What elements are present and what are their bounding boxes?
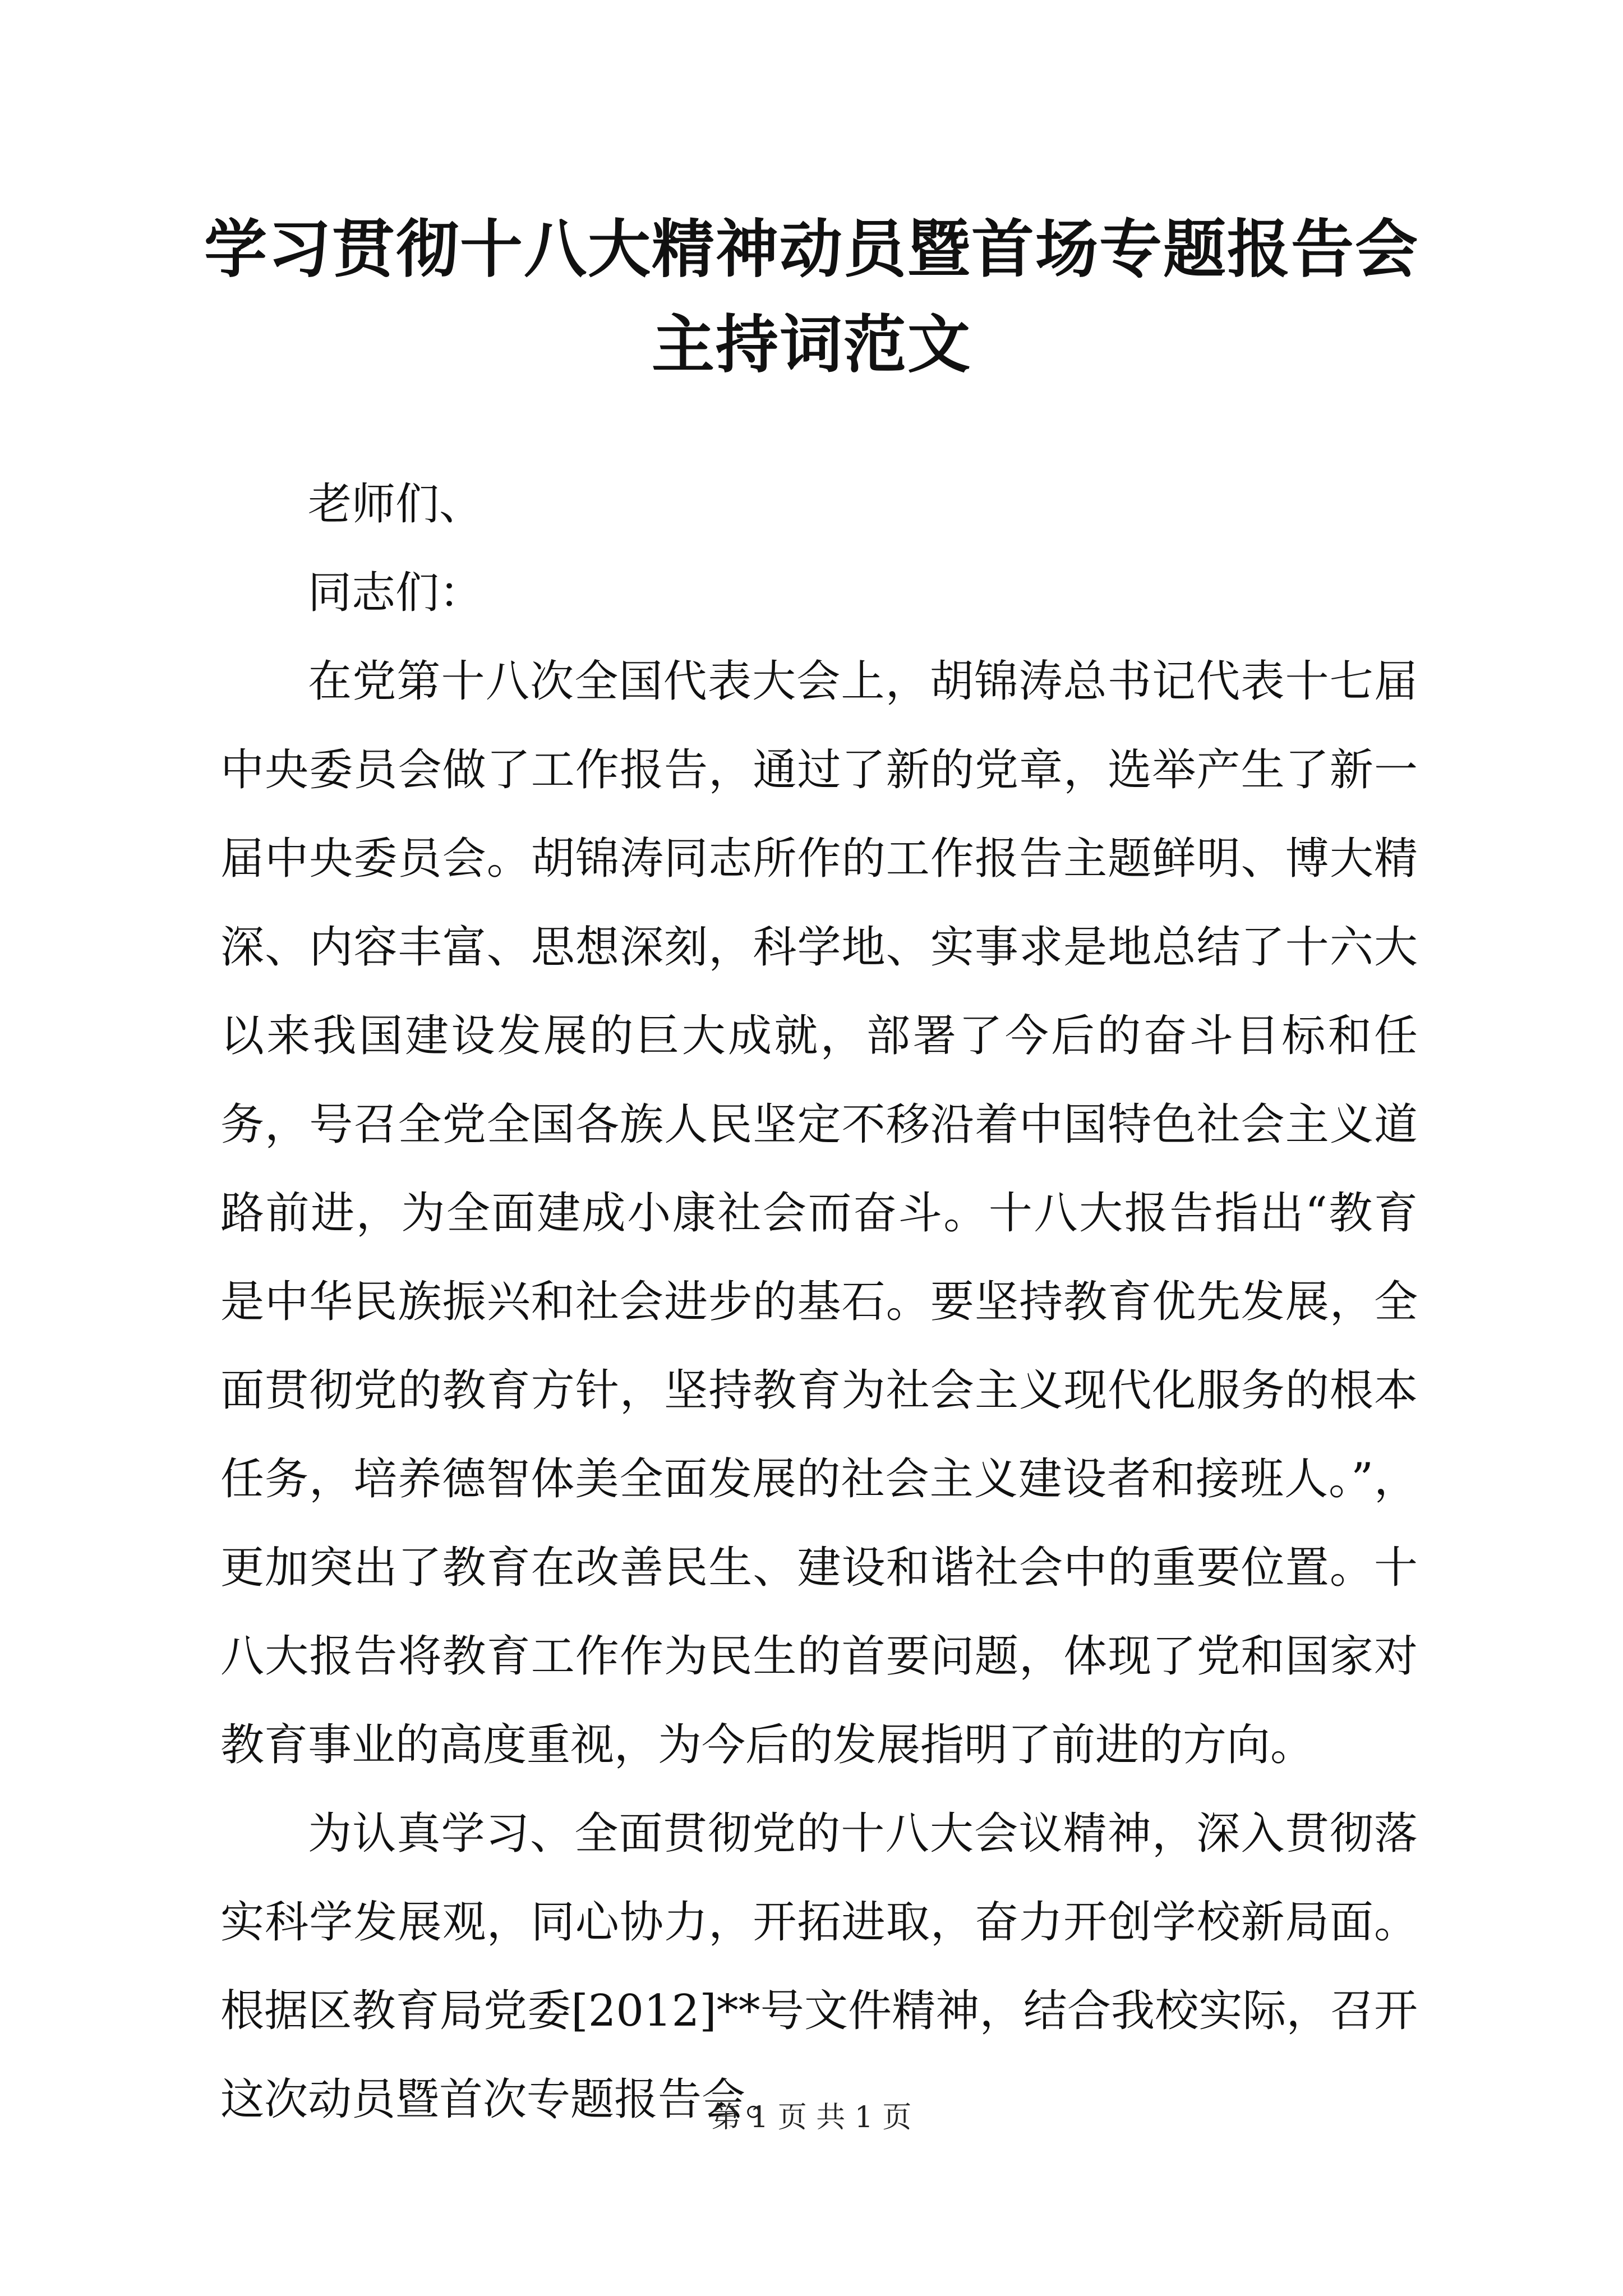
body-paragraph-1: 在党第十八次全国代表大会上，胡锦涛总书记代表十七届中央委员会做了工作报告，通过了新的党章，选举产生了新一届中央委员会。胡锦涛同志所作的工作报告主题鲜明、博大精深、内容丰富、思想深刻，科学地、实事求是地总结了十六大以来我国建设发展的巨大成就，部署了今后的奋斗目标和任务，号召全党全国各族人民坚定不移沿着中国特色社会主义道路前进，为全面建成小康社会而奋斗。十八大报告指出“教育是中华民族振兴和社会进步的基石。要坚持教育优先发展，全面贯彻党的教育方针，坚持教育为社会主义现代化服务的根本任务，培养德智体美全面发展的社会主义建设者和接班人。”，更加突出了教育在改善民生、建设和谐社会中的重要位置。十八大报告将教育工作作为民生的首要问题，体现了党和国家对教育事业的高度重视，为今后的发展指明了前进的方向。 [220,656,1418,1770]
document-title: 学习贯彻十八大精神动员暨首场专题报告会主持词范文 [204,213,1419,381]
salutation-teachers: 老师们、 [308,479,483,530]
salutation-comrades: 同志们： [308,568,483,618]
document-body [220,460,1418,2144]
body-paragraph-2: 为认真学习、全面贯彻党的十八大会议精神，深入贯彻落实科学发展观，同心协力，开拓进取，奋力开创学校新局面。根据区教育局党委[2012]**号文件精神，结合我校实际，召开这次动员暨首次专题报告会。 [220,1809,1418,2125]
page-footer: 第 1 页 共 1 页 [711,2101,912,2134]
